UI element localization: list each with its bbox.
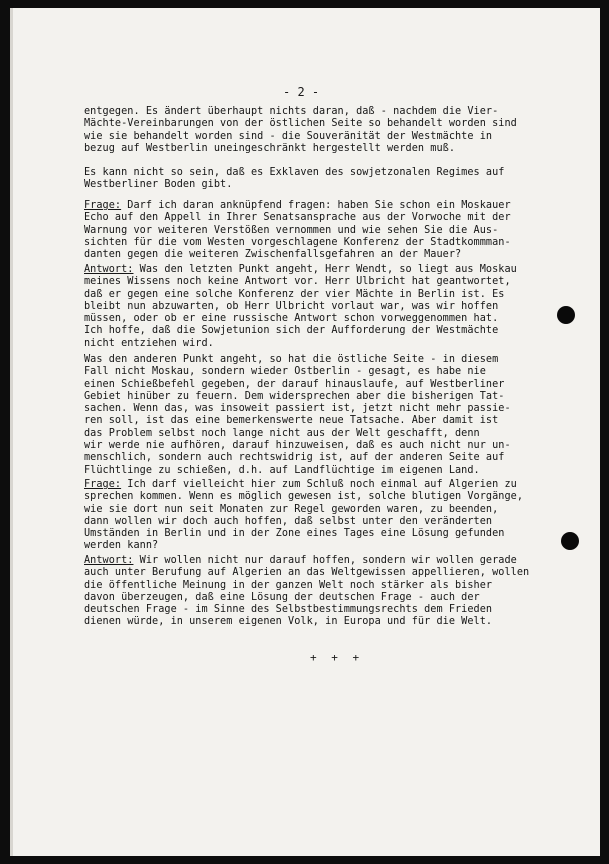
question-label: Frage: bbox=[84, 200, 122, 211]
text-line: Echo auf den Appell in Ihrer Senatsansprache aus der Vorwoche mit der bbox=[84, 212, 511, 224]
text-line: Westberliner Boden gibt. bbox=[84, 179, 233, 191]
text-fragment: Wir wollen nicht nur darauf hoffen, sondern wir wollen gerade bbox=[133, 555, 517, 566]
answer-label: Antwort: bbox=[84, 555, 134, 566]
text-line: menschlich, sondern auch rechtswidrig ist, auf der anderen Seite auf bbox=[84, 452, 505, 464]
text-line: wie sie dort nun seit Monaten zur Regel geworden waren, zu beenden, bbox=[84, 503, 499, 515]
text-line bbox=[84, 555, 584, 567]
text-line: danten gegen die weiteren Zwischenfallsgefahren an der Mauer? bbox=[84, 249, 462, 261]
text-line: Mächte-Vereinbarungen von der östlichen Seite so behandelt worden sind bbox=[84, 118, 517, 130]
text-line: bleibt nun abzuwarten, ob Herr Ulbricht vorlaut war, was wir hoffen bbox=[84, 300, 499, 312]
text-fragment: Ich darf vielleicht hier zum Schluß noch einmal auf Algerien zu bbox=[121, 479, 517, 490]
text-line: werden kann? bbox=[84, 540, 159, 552]
question-label: Frage: bbox=[84, 479, 122, 490]
text-line: dann wollen wir doch auch hoffen, daß selbst unter den veränderten bbox=[84, 515, 493, 527]
text-line: Umständen in Berlin und in der Zone eines Tages eine Lösung gefunden bbox=[84, 528, 505, 540]
text-line: ren soll, ist das eine bemerkenswerte neue Tatsache. Aber damit ist bbox=[84, 415, 499, 427]
answer-label: Antwort: bbox=[84, 264, 134, 275]
text-line: sichten für die vom Westen vorgeschlagene Konferenz der Stadtkommman- bbox=[84, 236, 511, 248]
answer-2 bbox=[84, 555, 584, 629]
text-line bbox=[84, 479, 584, 491]
end-mark: + + + bbox=[310, 651, 364, 664]
text-fragment: Darf ich daran anknüpfend fragen: haben Sie schon ein Moskauer bbox=[121, 200, 511, 211]
text-line: wie sie behandelt worden sind - die Souveränität der Westmächte in bbox=[84, 130, 493, 142]
question-2 bbox=[84, 479, 584, 553]
text-line: wir werde nie aufhören, darauf hinzuweisen, daß es auch nicht nur un- bbox=[84, 440, 511, 452]
answer-1 bbox=[84, 264, 584, 350]
text-line: einen Schießbefehl gegeben, der darauf hinauslaufe, auf Westberliner bbox=[84, 378, 505, 390]
text-fragment: Was den letzten Punkt angeht, Herr Wendt, so liegt aus Moskau bbox=[133, 264, 517, 275]
page-edge bbox=[10, 8, 13, 856]
text-line: die öffentliche Meinung in der ganzen Welt noch stärker als bisher bbox=[84, 579, 493, 591]
document-page bbox=[10, 8, 600, 856]
text-line: bezug auf Westberlin uneingeschränkt hergestellt werden muß. bbox=[84, 142, 456, 154]
text-line: Warnung vor weiteren Verstößen vernommen und wie sehen Sie die Aus- bbox=[84, 224, 499, 236]
text-line: meines Wissens noch keine Antwort vor. Herr Ulbricht hat geantwortet, bbox=[84, 276, 511, 288]
paragraph-1 bbox=[84, 106, 584, 155]
text-line: Gebiet hinüber zu feuern. Dem widersprechen aber die bisherigen Tat- bbox=[84, 390, 505, 402]
text-line: müssen, oder ob er eine russische Antwort schon vorweggenommen hat. bbox=[84, 313, 499, 325]
text-line: Was den anderen Punkt angeht, so hat die östliche Seite - in diesem bbox=[84, 354, 499, 365]
punch-hole-upper bbox=[557, 306, 575, 324]
text-line: das Problem selbst noch lange nicht aus der Welt geschafft, denn bbox=[84, 427, 480, 439]
text-line: Fall nicht Moskau, sondern wieder Ostberlin - gesagt, es habe nie bbox=[84, 366, 486, 378]
text-line: sachen. Wenn das, was insoweit passiert ist, jetzt nicht mehr passie- bbox=[84, 403, 511, 415]
text-line: daß er gegen eine solche Konferenz der vier Mächte in Berlin ist. Es bbox=[84, 288, 505, 300]
text-line bbox=[84, 264, 584, 276]
text-line: deutschen Frage - im Sinne des Selbstbestimmungsrechts dem Frieden bbox=[84, 604, 493, 616]
page-number: - 2 - bbox=[283, 85, 320, 99]
paragraph-5 bbox=[84, 354, 584, 477]
text-line: sprechen kommen. Wenn es möglich gewesen ist, solche blutigen Vorgänge, bbox=[84, 491, 524, 503]
text-line: auch unter Berufung auf Algerien an das Weltgewissen appellieren, wollen bbox=[84, 567, 530, 579]
text-line: Flüchtlinge zu schießen, d.h. auf Landflüchtige im eigenen Land. bbox=[84, 464, 480, 476]
text-line: davon überzeugen, daß eine Lösung der deutschen Frage - auch der bbox=[84, 591, 480, 603]
text-line: Es kann nicht so sein, daß es Exklaven des sowjetzonalen Regimes auf bbox=[84, 167, 505, 178]
punch-hole-lower bbox=[561, 532, 579, 550]
paragraph-2 bbox=[84, 167, 584, 192]
text-line: nicht entziehen wird. bbox=[84, 337, 214, 349]
question-1 bbox=[84, 200, 584, 261]
text-line: dienen würde, in unserem eigenen Volk, in Europa und für die Welt. bbox=[84, 616, 493, 628]
text-line bbox=[84, 200, 584, 212]
text-line: entgegen. Es ändert überhaupt nichts daran, daß - nachdem die Vier- bbox=[84, 106, 499, 117]
text-line: Ich hoffe, daß die Sowjetunion sich der Aufforderung der Westmächte bbox=[84, 325, 499, 337]
